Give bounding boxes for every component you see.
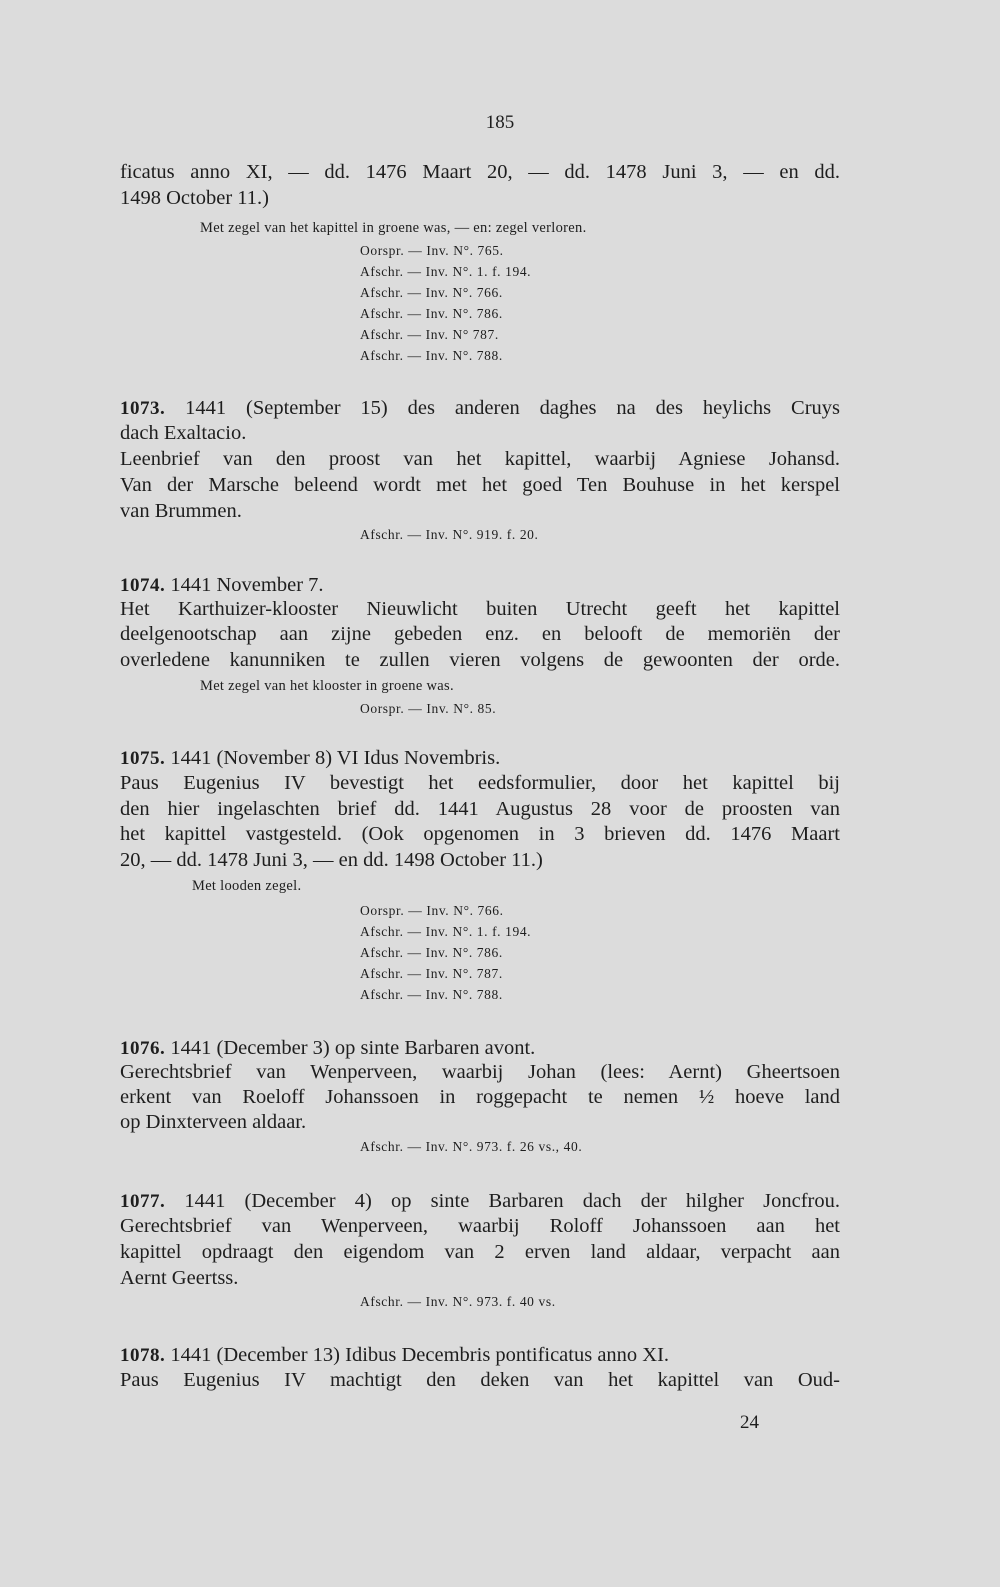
entry-heading: [120, 1343, 840, 1368]
entry-line: Van der Marsche beleend wordt met het goed Ten Bouhuse in het kerspel: [120, 474, 840, 496]
entry-date: 1441 (December 4) op sinte Barbaren dach der hilgher Joncfrou.: [184, 1190, 841, 1212]
entry-line: den hier ingelaschten brief dd. 1441 Augustus 28 voor de proosten van: [120, 798, 840, 820]
archive-ref: Afschr. — Inv. N°. 1. f. 194.: [360, 264, 532, 279]
entry-heading: [120, 573, 840, 598]
archive-ref: Afschr. — Inv. N°. 788.: [360, 348, 503, 363]
archive-ref: Afschr. — Inv. N°. 973. f. 40 vs.: [360, 1294, 556, 1309]
seal-note: Met zegel van het klooster in groene was.: [200, 678, 454, 694]
entry-line: erkent van Roeloff Johanssoen in roggepacht te nemen ½ hoeve land: [120, 1086, 840, 1108]
archive-ref: Oorspr. — Inv. N°. 85.: [360, 701, 497, 716]
archive-ref: Oorspr. — Inv. N°. 766.: [360, 903, 504, 918]
entry-date: 1441 November 7.: [170, 574, 324, 596]
archive-ref: Afschr. — Inv. N°. 786.: [360, 306, 503, 321]
entry-date: 1441 (December 13) Idibus Decembris pontificatus anno XI.: [170, 1344, 670, 1366]
entry-line: Gerechtsbrief van Wenperveen, waarbij Roloff Johanssoen aan het: [120, 1215, 840, 1237]
seal-note: Met zegel van het kapittel in groene was, — en: zegel verloren.: [200, 220, 587, 236]
entry-line: overledene kanunniken te zullen vieren volgens de gewoonten der orde.: [120, 649, 840, 671]
entry-line: Aernt Geertss.: [120, 1267, 239, 1289]
entry-line: op Dinxterveen aldaar.: [120, 1111, 307, 1133]
signature-mark: 24: [740, 1412, 759, 1433]
archive-ref: Afschr. — Inv. N°. 787.: [360, 966, 503, 981]
entry-date: 1441 (December 3) op sinte Barbaren avont.: [170, 1037, 536, 1059]
entry-number: 1077.: [120, 1191, 166, 1212]
entry-line: dach Exaltacio.: [120, 422, 247, 444]
archive-ref: Afschr. — Inv. N° 787.: [360, 327, 499, 342]
archive-ref: Afschr. — Inv. N°. 766.: [360, 285, 503, 300]
entry-line: van Brummen.: [120, 500, 242, 522]
entry-line: Het Karthuizer-klooster Nieuwlicht buiten Utrecht geeft het kapittel: [120, 598, 840, 620]
entry-number: 1074.: [120, 575, 166, 596]
archive-ref: Oorspr. — Inv. N°. 765.: [360, 243, 504, 258]
archive-ref: Afschr. — Inv. N°. 786.: [360, 945, 503, 960]
entry-number: 1073.: [120, 398, 166, 419]
entry-line: ficatus anno XI, — dd. 1476 Maart 20, — dd. 1478 Juni 3, — en dd.: [120, 161, 840, 183]
entry-date: 1441 (November 8) VI Idus Novembris.: [170, 747, 501, 769]
entry-date: 1441 (September 15) des anderen daghes na des heylichs Cruys: [185, 397, 841, 419]
entry-number: 1075.: [120, 748, 166, 769]
entry-line: Gerechtsbrief van Wenperveen, waarbij Johan (lees: Aernt) Gheertsoen: [120, 1061, 840, 1083]
entry-heading: [120, 1036, 840, 1061]
entry-line: 1498 October 11.): [120, 187, 269, 209]
archive-ref: Afschr. — Inv. N°. 973. f. 26 vs., 40.: [360, 1139, 583, 1154]
entry-line: Paus Eugenius IV machtigt den deken van het kapittel van Oud-: [120, 1369, 840, 1391]
entry-line: 20, — dd. 1478 Juni 3, — en dd. 1498 October 11.): [120, 849, 543, 871]
entry-heading: [120, 746, 840, 771]
entry-heading: [120, 396, 840, 421]
entry-line: het kapittel vastgesteld. (Ook opgenomen in 3 brieven dd. 1476 Maart: [120, 823, 840, 845]
entry-line: deelgenootschap aan zijne gebeden enz. en belooft de memoriën der: [120, 623, 840, 645]
entry-number: 1076.: [120, 1038, 166, 1059]
archive-ref: Afschr. — Inv. N°. 919. f. 20.: [360, 527, 539, 542]
archive-ref: Afschr. — Inv. N°. 1. f. 194.: [360, 924, 532, 939]
archive-ref: Afschr. — Inv. N°. 788.: [360, 987, 503, 1002]
page-number: 185: [485, 112, 515, 133]
seal-note: Met looden zegel.: [192, 878, 302, 894]
entry-heading: [120, 1189, 840, 1214]
entry-line: Leenbrief van den proost van het kapittel, waarbij Agniese Johansd.: [120, 448, 840, 470]
entry-line: kapittel opdraagt den eigendom van 2 erven land aldaar, verpacht aan: [120, 1241, 840, 1263]
entry-line: Paus Eugenius IV bevestigt het eedsformulier, door het kapittel bij: [120, 772, 840, 794]
entry-number: 1078.: [120, 1345, 166, 1366]
